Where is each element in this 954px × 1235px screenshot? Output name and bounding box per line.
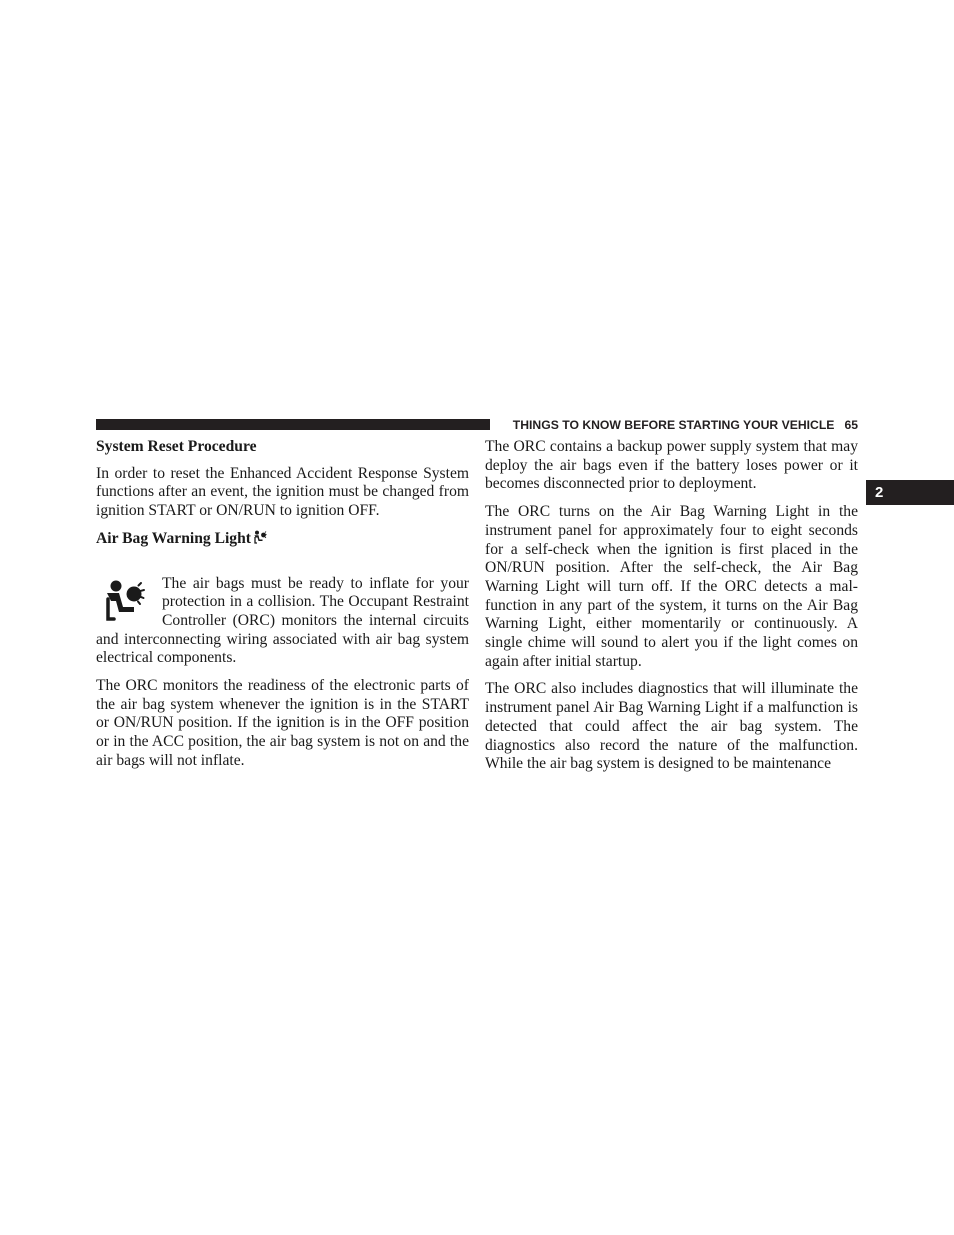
paragraph-reset: In order to reset the Enhanced Accident Response System functions after an event, the ignition must be changed from ignition START or ON/RUN to ignition OFF. <box>96 464 469 520</box>
heading-system-reset: System Reset Procedure <box>96 438 257 455</box>
paragraph-diagnostics: The ORC also includes diagnostics that will illuminate the instrument panel Air Bag Warning Light if a malfunction is detected that could affect the air bag system. The diagnostics also record the nature of the malfunction. While the air bag system is designed to be maintenance <box>485 680 858 773</box>
paragraph-airbag-ready <box>96 575 469 669</box>
right-column <box>485 438 858 783</box>
heading-airbag-warning <box>96 530 469 549</box>
header-bar <box>96 419 490 430</box>
running-header <box>498 416 858 434</box>
page-number: 65 <box>844 418 858 432</box>
chapter-tab: 2 <box>866 480 954 505</box>
paragraph-backup-power: The ORC contains a backup power supply system that may deploy the air bags even if the battery loses power or it becomes disconnected prior to deployment. <box>485 438 858 493</box>
section-title: THINGS TO KNOW BEFORE STARTING YOUR VEHICLE <box>512 418 835 432</box>
airbag-warning-icon <box>96 577 152 625</box>
paragraph-orc-monitors: The ORC monitors the readiness of the electronic parts of the air bag system whenever the ignition is in the START or ON/RUN position. If the ignition is in the OFF position or in the ACC position, the air bag system is not on and the air bags will not inflate. <box>96 677 469 769</box>
heading-airbag-warning-text: Air Bag Warning Light <box>96 529 251 547</box>
paragraph-self-check: The ORC turns on the Air Bag Warning Light in the instrument panel for approximately four to eight seconds for a self-check when the ignition is first placed in the ON/RUN position. After the self-check, the Air Bag Warning Light will turn off. If the ORC detects a malfunction in any part of the system, it turns on the Air Bag Warning Light, either momentarily or continuously. A single chime will sound to alert you if the light comes on again after initial startup. <box>485 503 858 670</box>
paragraph-airbag-ready-text: The air bags must be ready to inflate for your protection in a collision. The Occupant Restraint Controller (ORC) monitors the internal circuits and interconnecting wiring associated with air bag system electrical components. <box>96 574 469 667</box>
left-column <box>96 438 469 780</box>
airbag-warning-icon <box>253 530 267 544</box>
